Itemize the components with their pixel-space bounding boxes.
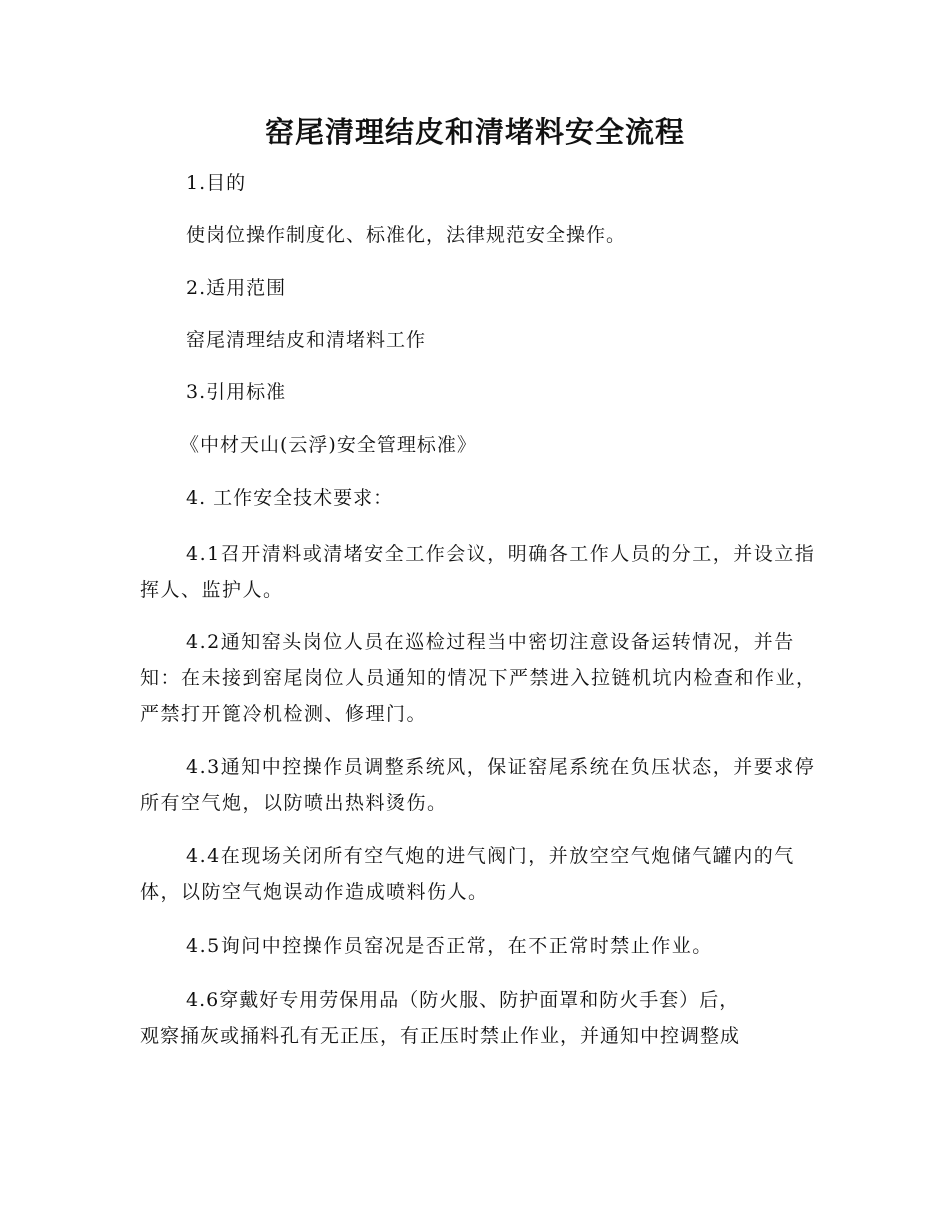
section-heading-reference: 3.引用标准 <box>186 381 287 403</box>
section-heading-scope: 2.适用范围 <box>186 277 287 299</box>
requirement-4-3: 4.3通知中控操作员调整系统风，保证窑尾系统在负压状态，并要求停所有空气炮，以防喷出热料烫伤。 <box>140 756 816 814</box>
requirement-4-5: 4.5询问中控操作员窑况是否正常，在不正常时禁止作业。 <box>186 935 713 957</box>
section-heading-purpose: 1.目的 <box>186 172 247 194</box>
requirement-4-4: 4.4在现场关闭所有空气炮的进气阀门，并放空空气炮储气罐内的气体，以防空气炮误动作造成喷料伤人。 <box>140 845 795 903</box>
section-text-purpose: 使岗位操作制度化、标准化，法律规范安全操作。 <box>186 224 627 246</box>
requirement-4-6-line1: 4.6穿戴好专用劳保用品（防火服、防护面罩和防火手套）后， <box>186 989 740 1011</box>
requirement-4-2: 4.2通知窑头岗位人员在巡检过程当中密切注意设备运转情况，并告知：在未接到窑尾岗位人员通知的情况下严禁进入拉链机坑内检查和作业，严禁打开篦冷机检测、修理门。 <box>140 631 817 725</box>
requirement-4-1: 4.1召开清料或清堵安全工作会议，明确各工作人员的分工，并设立指挥人、监护人。 <box>140 543 816 601</box>
section-text-scope: 窑尾清理结皮和清堵料工作 <box>186 329 427 351</box>
document-title: 窑尾清理结皮和清堵料安全流程 <box>264 115 685 149</box>
section-text-reference: 《中材天山(云浮)安全管理标准》 <box>180 434 477 456</box>
section-heading-requirements: 4. 工作安全技术要求： <box>186 487 394 509</box>
requirement-4-6-line2: 观察捅灰或捅料孔有无正压，有正压时禁止作业，并通知中控调整成 <box>140 1025 741 1047</box>
